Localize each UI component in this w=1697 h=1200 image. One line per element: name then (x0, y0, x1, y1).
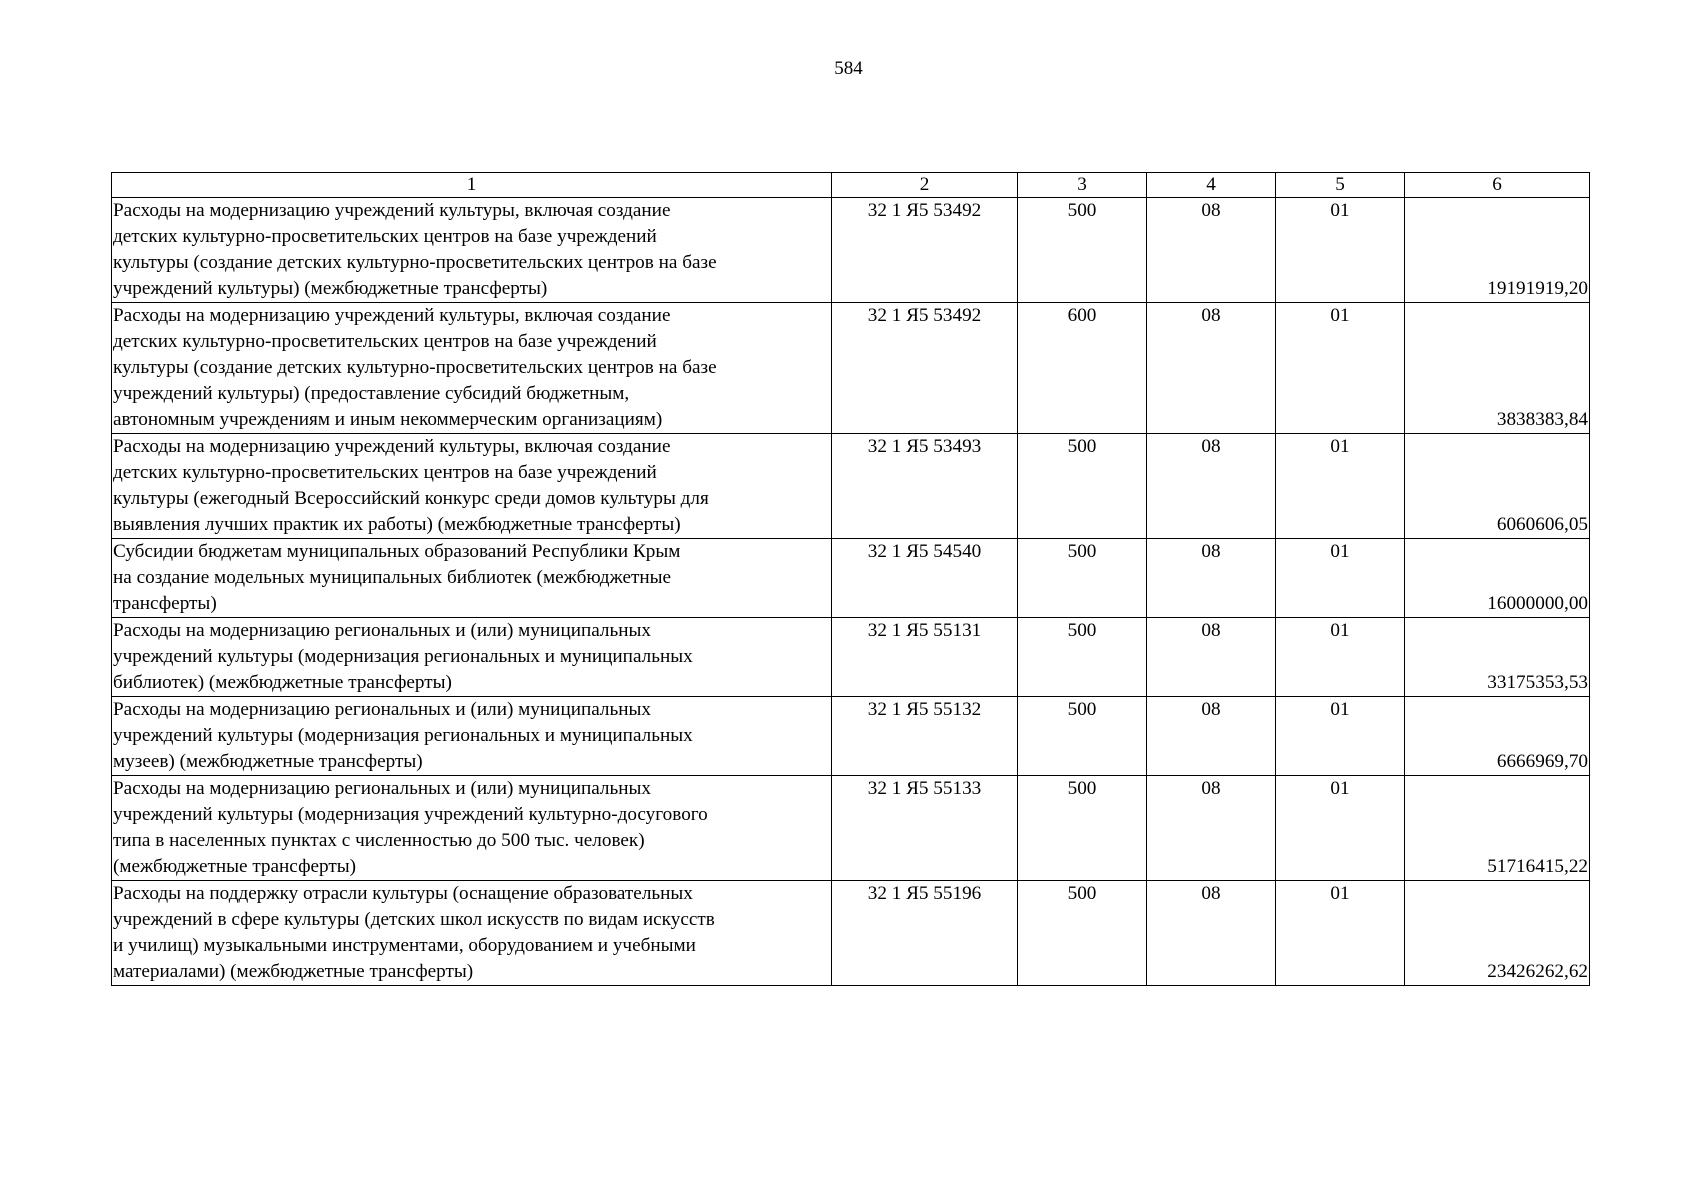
column-number-header: 1 (112, 173, 832, 198)
page-number: 584 (834, 58, 863, 79)
description-line: типа в населенных пунктах с численностью до 500 тыс. человек) (113, 830, 645, 851)
row-description (112, 618, 832, 697)
row-subsection: 01 (1276, 881, 1405, 986)
row-section: 08 (1147, 539, 1276, 618)
row-amount: 23426262,62 (1405, 881, 1590, 986)
row-target-code: 32 1 Я5 55133 (832, 776, 1018, 881)
row-expense-type: 500 (1018, 618, 1147, 697)
table-row (112, 303, 1590, 434)
row-subsection: 01 (1276, 303, 1405, 434)
description-line: детских культурно-просветительских центров на базе учреждений (113, 331, 657, 352)
row-target-code: 32 1 Я5 55196 (832, 881, 1018, 986)
column-number-header: 3 (1018, 173, 1147, 198)
description-line: Расходы на модернизацию региональных и (или) муниципальных (113, 778, 652, 799)
description-line: библиотек) (межбюджетные трансферты) (113, 672, 452, 693)
row-amount: 16000000,00 (1405, 539, 1590, 618)
description-line: и училищ) музыкальными инструментами, оборудованием и учебными (113, 935, 696, 956)
description-line: музеев) (межбюджетные трансферты) (113, 751, 423, 772)
description-line: культуры (ежегодный Всероссийский конкурс среди домов культуры для (113, 488, 709, 509)
row-expense-type: 500 (1018, 776, 1147, 881)
row-expense-type: 600 (1018, 303, 1147, 434)
description-line: Субсидии бюджетам муниципальных образований Республики Крым (113, 541, 681, 562)
row-section: 08 (1147, 776, 1276, 881)
table-body (112, 173, 1590, 986)
row-amount: 51716415,22 (1405, 776, 1590, 881)
row-section: 08 (1147, 303, 1276, 434)
row-target-code: 32 1 Я5 53493 (832, 434, 1018, 539)
table-row (112, 697, 1590, 776)
table-row (112, 198, 1590, 303)
description-line: Расходы на модернизацию региональных и (или) муниципальных (113, 699, 652, 720)
row-subsection: 01 (1276, 618, 1405, 697)
row-section: 08 (1147, 434, 1276, 539)
budget-table (111, 172, 1590, 986)
description-line: учреждений культуры (модернизация учреждений культурно-досугового (113, 804, 708, 825)
description-line: детских культурно-просветительских центров на базе учреждений (113, 226, 657, 247)
row-description (112, 881, 832, 986)
row-subsection: 01 (1276, 776, 1405, 881)
row-amount: 3838383,84 (1405, 303, 1590, 434)
column-number-header: 5 (1276, 173, 1405, 198)
row-amount: 33175353,53 (1405, 618, 1590, 697)
description-line: Расходы на модернизацию региональных и (или) муниципальных (113, 620, 652, 641)
description-line: автономным учреждениям и иным некоммерческим организациям) (113, 409, 663, 430)
table-row (112, 434, 1590, 539)
row-subsection: 01 (1276, 539, 1405, 618)
description-line: учреждений в сфере культуры (детских школ искусств по видам искусств (113, 909, 715, 930)
row-target-code: 32 1 Я5 53492 (832, 198, 1018, 303)
row-target-code: 32 1 Я5 54540 (832, 539, 1018, 618)
table-row (112, 881, 1590, 986)
row-amount: 6060606,05 (1405, 434, 1590, 539)
row-description (112, 434, 832, 539)
description-line: культуры (создание детских культурно-просветительских центров на базе (113, 252, 717, 273)
row-section: 08 (1147, 881, 1276, 986)
row-section: 08 (1147, 198, 1276, 303)
row-section: 08 (1147, 618, 1276, 697)
row-section: 08 (1147, 697, 1276, 776)
description-line: на создание модельных муниципальных библиотек (межбюджетные (113, 567, 672, 588)
description-line: культуры (создание детских культурно-просветительских центров на базе (113, 357, 717, 378)
table-row (112, 618, 1590, 697)
table-row (112, 776, 1590, 881)
row-expense-type: 500 (1018, 539, 1147, 618)
row-expense-type: 500 (1018, 434, 1147, 539)
description-line: детских культурно-просветительских центров на базе учреждений (113, 462, 657, 483)
row-description (112, 697, 832, 776)
row-description (112, 776, 832, 881)
row-expense-type: 500 (1018, 697, 1147, 776)
description-line: выявления лучших практик их работы) (межбюджетные трансферты) (113, 514, 681, 535)
row-target-code: 32 1 Я5 53492 (832, 303, 1018, 434)
row-subsection: 01 (1276, 697, 1405, 776)
column-number-header: 2 (832, 173, 1018, 198)
row-description (112, 198, 832, 303)
description-line: учреждений культуры (модернизация региональных и муниципальных (113, 725, 693, 746)
description-line: учреждений культуры (модернизация региональных и муниципальных (113, 646, 693, 667)
row-target-code: 32 1 Я5 55131 (832, 618, 1018, 697)
row-description (112, 303, 832, 434)
description-line: учреждений культуры) (предоставление субсидий бюджетным, (113, 383, 630, 404)
description-line: материалами) (межбюджетные трансферты) (113, 961, 474, 982)
description-line: Расходы на модернизацию учреждений культуры, включая создание (113, 305, 671, 326)
description-line: (межбюджетные трансферты) (113, 856, 357, 877)
description-line: учреждений культуры) (межбюджетные трансферты) (113, 278, 548, 299)
column-number-header: 6 (1405, 173, 1590, 198)
row-amount: 6666969,70 (1405, 697, 1590, 776)
description-line: Расходы на модернизацию учреждений культуры, включая создание (113, 436, 671, 457)
table-row (112, 539, 1590, 618)
description-line: Расходы на модернизацию учреждений культуры, включая создание (113, 200, 671, 221)
description-line: Расходы на поддержку отрасли культуры (оснащение образовательных (113, 883, 693, 904)
column-number-header: 4 (1147, 173, 1276, 198)
row-target-code: 32 1 Я5 55132 (832, 697, 1018, 776)
row-description (112, 539, 832, 618)
row-expense-type: 500 (1018, 881, 1147, 986)
description-line: трансферты) (113, 593, 217, 614)
row-subsection: 01 (1276, 434, 1405, 539)
row-amount: 19191919,20 (1405, 198, 1590, 303)
row-expense-type: 500 (1018, 198, 1147, 303)
column-number-row (112, 173, 1590, 198)
row-subsection: 01 (1276, 198, 1405, 303)
